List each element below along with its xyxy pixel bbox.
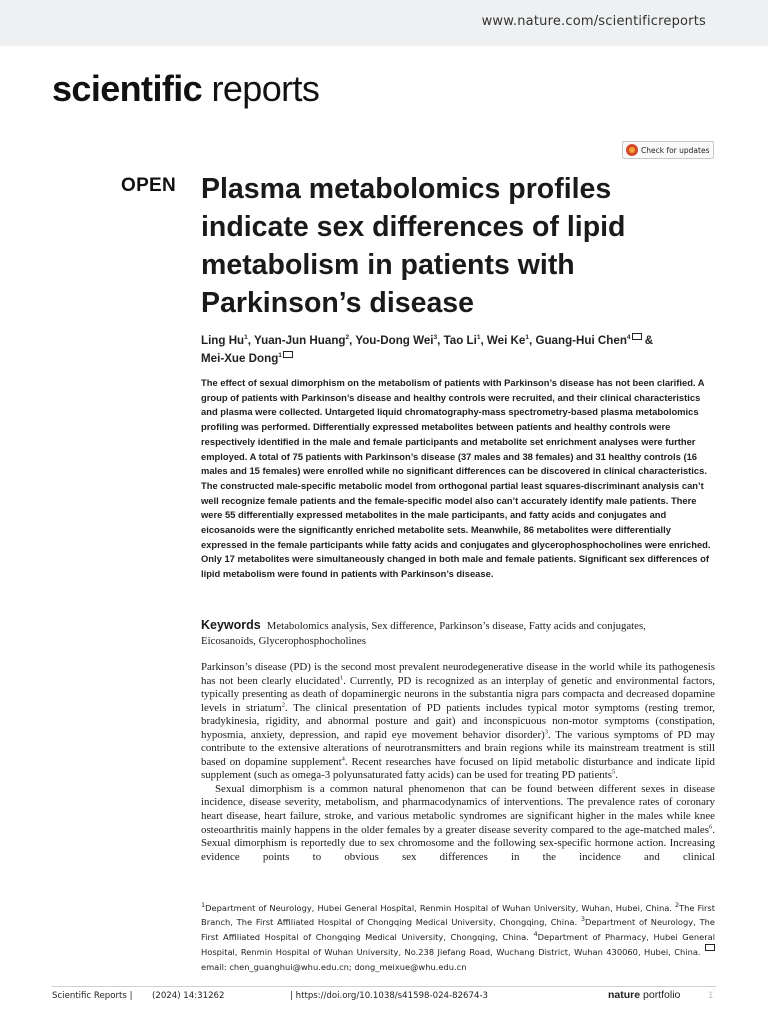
check-for-updates-label: Check for updates bbox=[641, 145, 710, 155]
affiliation-number: 1 bbox=[201, 901, 206, 910]
footer-volume: (2024) 14:31262 bbox=[152, 991, 225, 1001]
author-affiliation-number: 1 bbox=[244, 334, 248, 342]
body-text-run: . The various symptoms of PD may contribute to the extensive alterations of neurotransmitters and brain regions while its mainstream treatment is still based on dopamine supplement bbox=[201, 728, 715, 768]
email-icon bbox=[705, 944, 715, 951]
citation-number: 5 bbox=[612, 768, 616, 776]
author-affiliation-number: 4 bbox=[626, 334, 631, 342]
citation-number: 1 bbox=[339, 673, 344, 681]
keywords-heading: Keywords bbox=[201, 618, 261, 632]
citation-number: 6 bbox=[709, 822, 713, 830]
author-name: Wei Ke bbox=[486, 334, 526, 347]
crossmark-icon bbox=[626, 144, 638, 156]
author-separator: , bbox=[349, 334, 356, 347]
email-icon[interactable] bbox=[632, 333, 642, 340]
author-name: Mei-Xue Dong bbox=[201, 352, 279, 365]
citation-number: 2 bbox=[281, 701, 285, 709]
footer-doi-link[interactable]: | https://doi.org/10.1038/s41598-024-82674-3 bbox=[290, 991, 489, 1001]
author-name: Ling Hu bbox=[201, 334, 245, 347]
journal-url[interactable]: www.nature.com/scientificreports bbox=[481, 14, 706, 29]
email-icon[interactable] bbox=[283, 351, 293, 358]
body-text-run: Sexual dimorphism is a common natural phenomenon that can be found between different sexes in disease incidence, disease severity, metabolism, and pharmacodynamics of interventions. The prevalence rates of coronary heart disease, heart failure, stroke, and various metabolic syndromes are significant higher in the males while knee osteoarthritis mainly happens in the older females by a greater disease severity compared to the age-matched males bbox=[201, 782, 715, 836]
body-text-run: . bbox=[615, 769, 618, 782]
body-paragraph bbox=[201, 783, 715, 864]
body-text-run: . Recent researches have focused on lipid metabolic disturbance and indicate lipid supplement (such as omega-3 polyunsaturated fatty acids) can be used for treating PD patients bbox=[201, 755, 716, 782]
affiliation-text: Department of Neurology, The First Affiliated Hospital of Chongqing Medical University, Chongqing, China. bbox=[201, 917, 716, 942]
affiliation-text: Department of Pharmacy, Hubei General Hospital, Renmin Hospital of Wuhan University, No.238 Jiefang Road, Wuchang District, Wuhan 430060, Hubei, China. bbox=[201, 931, 716, 958]
author-separator: , bbox=[529, 334, 536, 347]
affiliation-number: 4 bbox=[533, 930, 538, 939]
author-separator: , bbox=[480, 334, 487, 347]
affiliation-number: 3 bbox=[580, 915, 585, 924]
author-name: Yuan-Jun Huang bbox=[254, 334, 346, 347]
citation-number: 3 bbox=[544, 728, 548, 736]
author-affiliation-number: 1 bbox=[476, 334, 481, 342]
body-text-run: Parkinson’s disease (PD) is the second most prevalent neurodegenerative disease in the world while its pathogenesis has not been clearly elucidated bbox=[201, 661, 715, 687]
author-separator: & bbox=[641, 334, 654, 347]
keywords bbox=[201, 618, 701, 649]
open-access-label: OPEN bbox=[121, 175, 177, 196]
footer-divider bbox=[52, 986, 716, 987]
body-paragraph bbox=[201, 661, 715, 783]
body-text-run: . The clinical presentation of PD patients includes typical motor symptoms (resting tremor, bradykinesia, rigidity, and abnormal posture and gait) and inconspicuous non-motor symptoms (constipation, hyposmia, anxiety, depression, and rapid eye movement behavior disorder) bbox=[201, 701, 715, 741]
journal-logo[interactable]: scientific reports bbox=[52, 68, 320, 109]
author-name: You-Dong Wei bbox=[355, 334, 434, 347]
affiliation-text: The First Branch, The First Affiliated Hospital of Chongqing Medical University, Chongqing, China. bbox=[201, 903, 715, 928]
body-text bbox=[201, 661, 715, 864]
affiliations bbox=[201, 901, 715, 974]
abstract: The effect of sexual dimorphism on the metabolism of patients with Parkinson’s disease has not been clarified. A group of patients with Parkinson’s disease and healthy controls were recruited, and their clinical characteristics and plasma were collected. Untargeted liquid chromatography-mass spectrometry-based plasma metabolomics profiling was performed. Differentially expressed metabolites between patients and healthy controls were respectively identified in the male and female participants and metabolite set enrichment analyses were further employed. A total of 75 patients with Parkinson’s disease (37 males and 38 females) and 31 healthy controls (16 males and 15 females) were enrolled while no significant differences can be discovered in clinical characteristics. The constructed male-specific metabolic model from orthogonal partial least squares-discriminant analysis can’t well recognize female patients and the female-specific model also can’t accurately identify male patients. There were 55 differentially expressed metabolites in the male participants, and fatty acids and conjugates and eicosanoids were the significantly enriched metabolite sets. Meanwhile, 86 metabolites were differentially expressed in the female participants while fatty acids and conjugates and glycerophosphocholines were enriched. Only 17 metabolites were simultaneously changed in both male and female patients. Significant sex differences of lipid metabolism were found in patients with Parkinson’s disease. bbox=[201, 377, 711, 580]
footer-journal: Scientific Reports | bbox=[52, 991, 133, 1001]
check-for-updates-button[interactable] bbox=[622, 141, 714, 159]
author-separator: , bbox=[437, 334, 444, 347]
author-name: Tao Li bbox=[443, 334, 477, 347]
author-affiliation-number: 3 bbox=[433, 334, 438, 342]
author-list bbox=[201, 332, 671, 368]
affiliation-text: email: chen_guanghui@whu.edu.cn; dong_meixue@whu.edu.cn bbox=[201, 961, 467, 972]
author-affiliation-number: 1 bbox=[525, 334, 529, 342]
author-name: Guang-Hui Chen bbox=[535, 334, 627, 347]
article-title: Plasma metabolomics profiles indicate sex differences of lipid metabolism in patients with Parkinson’s disease bbox=[201, 173, 626, 319]
citation-number: 4 bbox=[341, 755, 345, 763]
affiliation-number: 2 bbox=[674, 901, 680, 910]
body-text-run: . Sexual dimorphism is reportedly due to sex chromosome and the following sex-specific hormone action. Increasing evidence points to obvious sex differences in the incidence and clinical bbox=[201, 823, 715, 863]
author-affiliation-number: 2 bbox=[345, 334, 350, 342]
body-text-run: . Currently, PD is recognized as an interplay of genetic and environmental factors, typically presenting as death of dopaminergic neurons in the substantia nigra pars compacta and decreased dopamine levels in striatum bbox=[201, 674, 715, 714]
top-bar bbox=[0, 0, 768, 46]
nature-portfolio-logo: nature portfolio bbox=[608, 989, 681, 1001]
affiliation-text: Department of Neurology, Hubei General Hospital, Renmin Hospital of Wuhan University, Wuhan, Hubei, China. bbox=[205, 903, 675, 913]
keywords-list: Metabolomics analysis, Sex difference, Parkinson’s disease, Fatty acids and conjugates, Eicosanoids, Glycerophosphocholines bbox=[201, 620, 646, 647]
author-affiliation-number: 1 bbox=[278, 352, 282, 360]
author-separator: , bbox=[247, 334, 255, 347]
page-number: 1 bbox=[708, 991, 714, 1001]
